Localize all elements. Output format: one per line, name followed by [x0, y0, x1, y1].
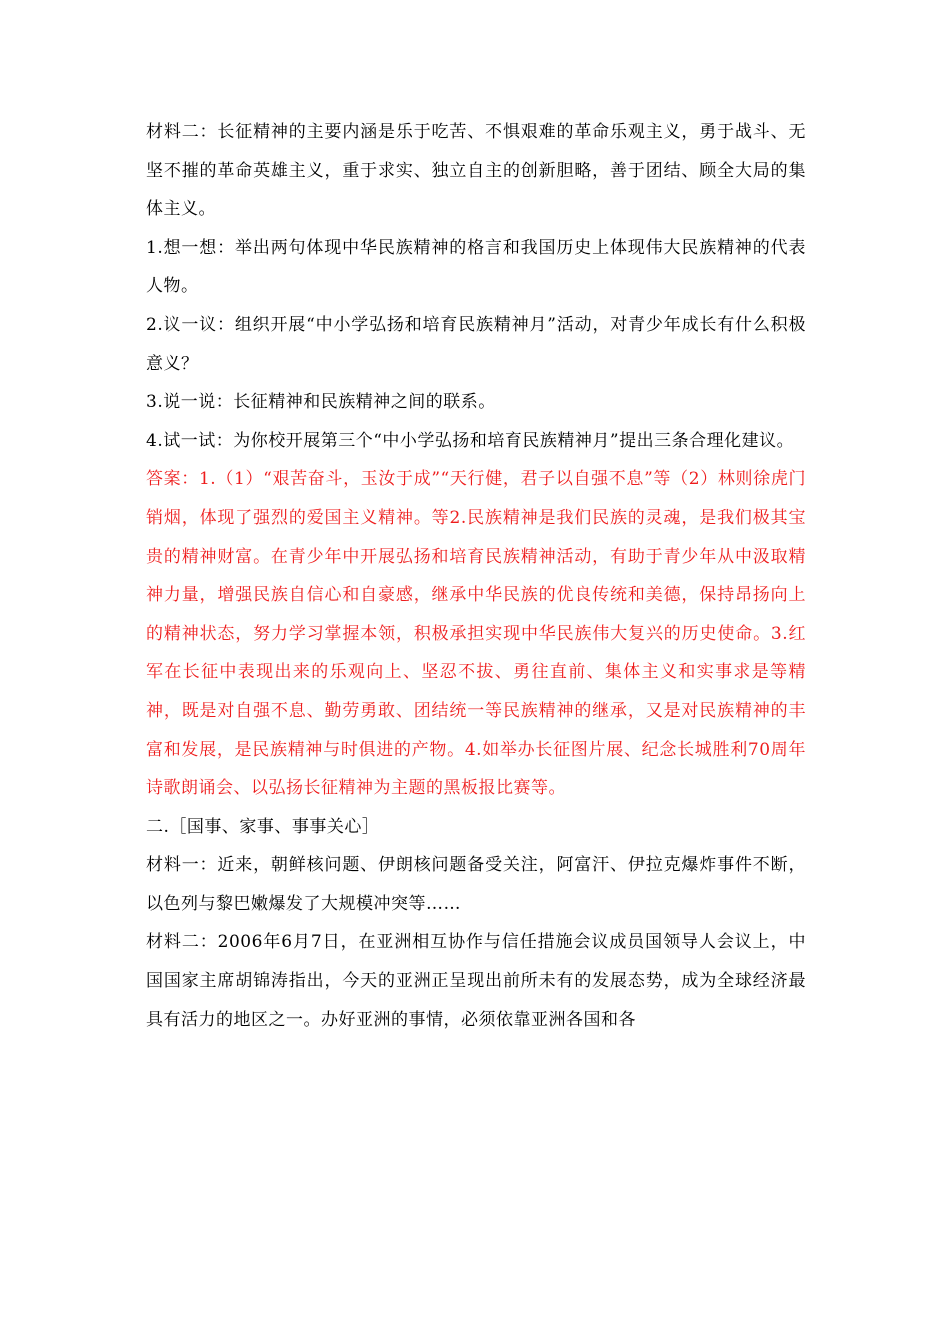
answer-paragraph: 答案：1.（1）“艰苦奋斗，玉汝于成”“天行健，君子以自强不息”等（2）林则徐虎门销烟，体现了强烈的爱国主义精神。等2.民族精神是我们民族的灵魂，是我们极其宝贵的精神财富。在青少年中开展弘扬和培育民族精神活动，有助于青少年从中汲取精神力量，增强民族自信心和自豪感，继承中华民族的优良传统和美德，保持昂扬向上的精神状态，努力学习掌握本领，积极承担实现中华民族伟大复兴的历史使命。3.红军在长征中表现出来的乐观向上、坚忍不拔、勇往直前、集体主义和实事求是等精神，既是对自强不息、勤劳勇敢、团结统一等民族精神的继承，又是对民族精神的丰富和发展，是民族精神与时俱进的产物。4.如举办长征图片展、纪念长城胜利70周年诗歌朗诵会、以弘扬长征精神为主题的黑板报比赛等。	[146, 469, 806, 799]
question-1-paragraph: 1.想一想：举出两句体现中华民族精神的格言和我国历史上体现伟大民族精神的代表人物。	[146, 237, 806, 297]
document-body	[146, 113, 806, 1039]
question-2-paragraph: 2.议一议：组织开展“中小学弘扬和培育民族精神月”活动，对青少年成长有什么积极意义？	[146, 314, 806, 374]
question-4-paragraph: 4.试一试：为你校开展第三个“中小学弘扬和培育民族精神月”提出三条合理化建议。	[146, 430, 795, 451]
material-two-asia-paragraph: 材料二：2006年6月7日，在亚洲相互协作与信任措施会议成员国领导人会议上，中国国家主席胡锦涛指出，今天的亚洲正呈现出前所未有的发展态势，成为全球经济最具有活力的地区之一。办好亚洲的事情，必须依靠亚洲各国和各	[146, 932, 806, 1030]
section-two-heading: 二.［国事、家事、事事关心］	[146, 816, 380, 837]
material-two-longmarch-paragraph: 材料二：长征精神的主要内涵是乐于吃苦、不惧艰难的革命乐观主义，勇于战斗、无坚不摧的革命英雄主义，重于求实、独立自主的创新胆略，善于团结、顾全大局的集体主义。	[146, 122, 806, 220]
material-one-paragraph: 材料一：近来，朝鲜核问题、伊朗核问题备受关注，阿富汗、伊拉克爆炸事件不断，以色列与黎巴嫩爆发了大规模冲突等……	[146, 855, 806, 914]
question-3-paragraph: 3.说一说：长征精神和民族精神之间的联系。	[146, 392, 496, 413]
